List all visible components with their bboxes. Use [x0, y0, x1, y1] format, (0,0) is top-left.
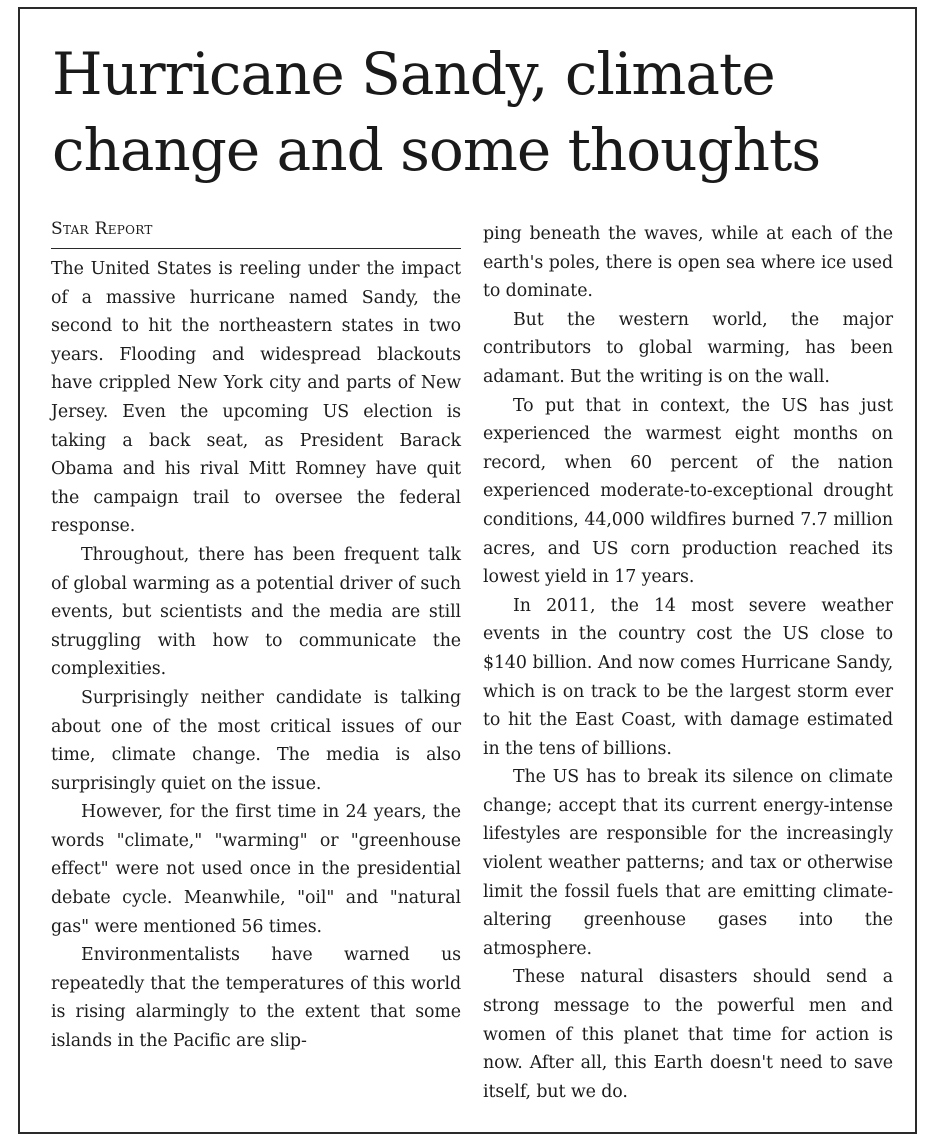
paragraph: Surprisingly neither candidate is talking about one of the most critical issues of our time, climate change. The media is also surprisingly quiet on the issue.	[51, 687, 461, 794]
paragraph: The US has to break its silence on climate change; accept that its current energy-intense lifestyles are responsible for the increasingly violent weather patterns; and tax or otherwise limit the fossil fuels that are emitting climate-altering greenhouse gases into the atmosphere.	[483, 767, 893, 959]
right-column	[483, 220, 893, 1106]
headline: Hurricane Sandy, climate change and some thoughts	[52, 40, 821, 184]
paragraph: The United States is reeling under the impact of a massive hurricane named Sandy, the second to hit the northeastern states in two years. Flooding and widespread blackouts have crippled New York city and parts of New Jersey. Even the upcoming US election is taking a back seat, as President Barack Obama and his rival Mitt Romney have quit the campaign trail to oversee the federal response.	[51, 259, 461, 537]
byline: Star Report	[51, 216, 461, 249]
paragraph: In 2011, the 14 most severe weather events in the country cost the US close to $140 billion. And now comes Hurricane Sandy, which is on track to be the largest storm ever to hit the East Coast, with damage estimated in the tens of billions.	[483, 595, 893, 759]
left-column	[51, 216, 461, 1056]
paragraph: However, for the first time in 24 years, the words "climate," "warming" or "greenhouse effect" were not used once in the presidential debate cycle. Meanwhile, "oil" and "natural gas" were mentioned 56 times.	[51, 802, 461, 937]
paragraph: Environmentalists have warned us repeatedly that the temperatures of this world is rising alarmingly to the extent that some islands in the Pacific are slip-	[51, 945, 461, 1052]
paragraph: These natural disasters should send a strong message to the powerful men and women of this planet that time for action is now. After all, this Earth doesn't need to save itself, but we do.	[483, 967, 893, 1102]
paragraph: But the western world, the major contributors to global warming, has been adamant. But the writing is on the wall.	[483, 309, 893, 387]
paragraph: To put that in context, the US has just experienced the warmest eight months on record, when 60 percent of the nation experienced moderate-to-exceptional drought conditions, 44,000 wildfires burned 7.7 million acres, and US corn production reached its lowest yield in 17 years.	[483, 395, 893, 588]
paragraph: Throughout, there has been frequent talk of global warming as a potential driver of such events, but scientists and the media are still struggling with how to communicate the complexities.	[51, 544, 461, 680]
paragraph: ping beneath the waves, while at each of the earth's poles, there is open sea where ice used to dominate.	[483, 224, 893, 302]
